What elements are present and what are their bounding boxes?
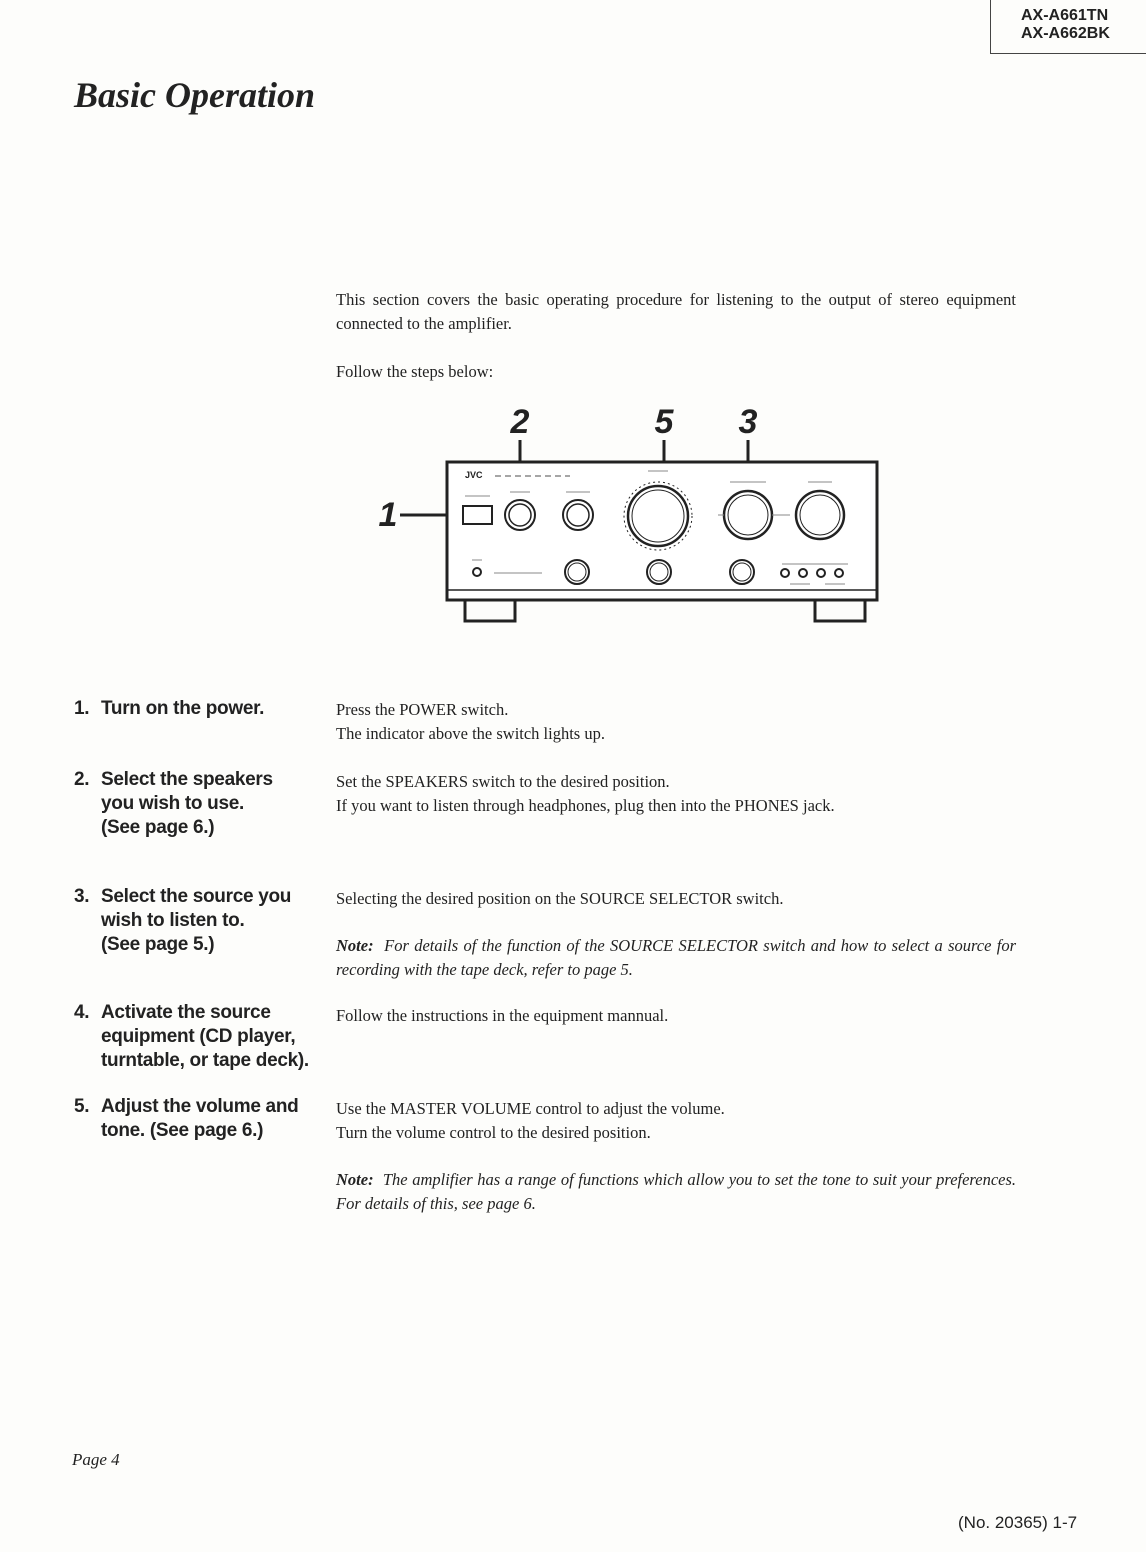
step-2-heading — [74, 768, 334, 840]
step-title-line: Activate the source — [101, 1002, 271, 1023]
step-title-line: Adjust the volume and — [101, 1096, 299, 1117]
intro-paragraph: This section covers the basic operating procedure for listening to the output of stereo equipment connected to the amplifier. — [336, 290, 1016, 333]
button-1 — [781, 569, 789, 577]
step-title-line: (See page 6.) — [101, 817, 215, 838]
model-number-2: AX-A662BK — [1021, 25, 1110, 42]
step-title-line: tone. (See page 6.) — [101, 1120, 264, 1141]
step-number: 5. — [74, 1096, 90, 1117]
follow-steps-text: Follow the steps below: — [336, 362, 494, 381]
model-number-box — [990, 0, 1146, 54]
step-3-note — [336, 934, 1016, 982]
note-label: Note: — [336, 1170, 374, 1189]
step-3-heading — [74, 885, 334, 957]
button-4 — [835, 569, 843, 577]
brand-logo: JVC — [465, 470, 483, 480]
step-title-line: equipment (CD player, — [101, 1026, 296, 1047]
step-title-line: (See page 5.) — [101, 934, 215, 955]
right-foot — [815, 601, 865, 621]
step-4-heading — [74, 1001, 334, 1073]
amplifier-front-panel-diagram — [370, 400, 890, 640]
step-number: 4. — [74, 1002, 90, 1023]
step-5-heading — [74, 1095, 334, 1143]
phones-jack — [473, 568, 481, 576]
callout-number-5: 5 — [654, 403, 674, 441]
callout-number-2: 2 — [510, 403, 530, 441]
description-line: Press the POWER switch. — [336, 700, 509, 719]
description-line: Use the MASTER VOLUME control to adjust the volume. — [336, 1099, 725, 1118]
step-5-note — [336, 1168, 1016, 1216]
step-number: 1. — [74, 698, 90, 719]
left-foot — [465, 601, 515, 621]
step-2-description — [336, 770, 1016, 818]
power-switch — [463, 506, 492, 524]
description-line: Follow the instructions in the equipment mannual. — [336, 1006, 669, 1025]
description-line: Set the SPEAKERS switch to the desired position. — [336, 772, 670, 791]
step-4-description — [336, 1004, 1016, 1028]
description-line: Turn the volume control to the desired position. — [336, 1123, 651, 1142]
button-3 — [817, 569, 825, 577]
page-number: Page 4 — [72, 1450, 120, 1469]
description-line: If you want to listen through headphones, plug then into the PHONES jack. — [336, 796, 835, 815]
note-text: For details of the function of the SOURCE SELECTOR switch and how to select a source for recording with the tape deck, refer to page 5. — [336, 936, 1016, 979]
step-title-line: wish to listen to. — [101, 910, 245, 931]
document-number: (No. 20365) 1-7 — [958, 1513, 1078, 1532]
step-title-line: Select the source you — [101, 886, 292, 907]
step-3-description — [336, 887, 1016, 911]
description-line: Selecting the desired position on the SOURCE SELECTOR switch. — [336, 889, 784, 908]
note-text: The amplifier has a range of functions which allow you to set the tone to suit your preferences. For details of this, see page 6. — [336, 1170, 1017, 1213]
step-title-line: you wish to use. — [101, 793, 244, 814]
button-2 — [799, 569, 807, 577]
step-1-heading — [74, 697, 334, 721]
step-title-line: Turn on the power. — [101, 698, 265, 719]
note-label: Note: — [336, 936, 374, 955]
model-number-1: AX-A661TN — [1021, 7, 1109, 24]
description-line: The indicator above the switch lights up. — [336, 724, 605, 743]
page-title: Basic Operation — [74, 75, 316, 115]
step-title-line: turntable, or tape deck). — [101, 1050, 309, 1071]
step-5-description — [336, 1097, 1016, 1145]
step-number: 3. — [74, 886, 90, 907]
callout-number-1: 1 — [378, 496, 398, 534]
step-title-line: Select the speakers — [101, 769, 273, 790]
callout-number-3: 3 — [738, 403, 758, 441]
step-1-description — [336, 698, 1016, 746]
step-number: 2. — [74, 769, 90, 790]
